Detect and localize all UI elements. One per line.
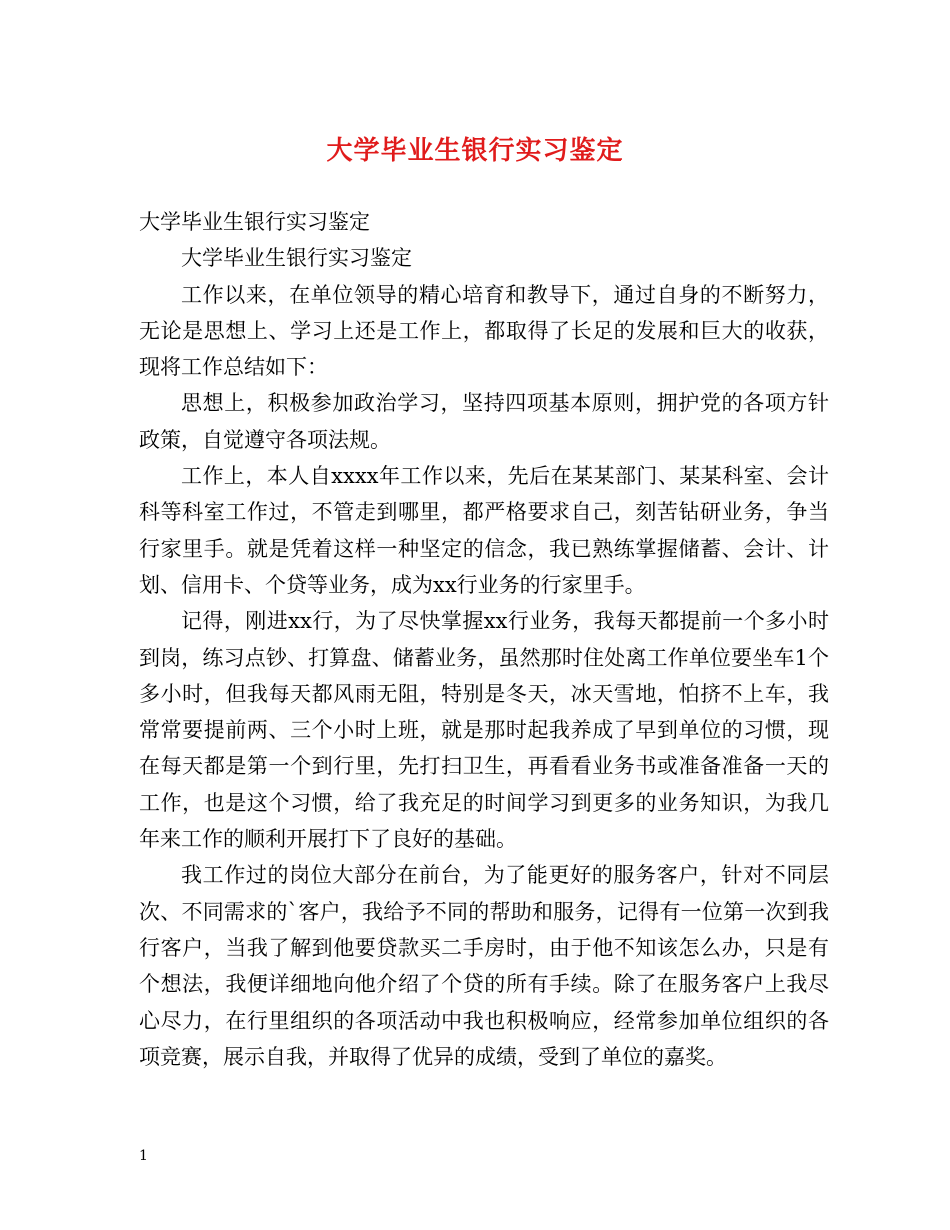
paragraph-memory: 记得，刚进xx行，为了尽快掌握xx行业务，我每天都提前一个多小时到岗，练习点钞、打算盘、储蓄业务，虽然那时住处离工作单位要坐车1个多小时，但我每天都风雨无阻，特别是冬天，冰天雪地，怕挤不上车，我常常要提前两、三个小时上班，就是那时起我养成了早到单位的习惯，现在每天都是第一个到行里，先打扫卫生，再看看业务书或准备准备一天的工作，也是这个习惯，给了我充足的时间学习到更多的业务知识，为我几年来工作的顺利开展打下了良好的基础。: [139, 609, 829, 852]
paragraph-intro: 工作以来，在单位领导的精心培育和教导下，通过自身的不断努力，无论是思想上、学习上还是工作上，都取得了长足的发展和巨大的收获，现将工作总结如下：: [139, 282, 829, 380]
document-title: 大学毕业生银行实习鉴定: [326, 136, 624, 166]
paragraph-heading: 大学毕业生银行实习鉴定: [139, 210, 370, 234]
page-number: 1: [139, 1148, 148, 1164]
paragraph-service: 我工作过的岗位大部分在前台，为了能更好的服务客户，针对不同层次、不同需求的`客户，我给予不同的帮助和服务，记得有一位第一次到我行客户，当我了解到他要贷款买二手房时，由于他不知该怎么办，只是有个想法，我便详细地向他介绍了个贷的所有手续。除了在服务客户上我尽心尽力，在行里组织的各项活动中我也积极响应，经常参加单位组织的各项竞赛，展示自我，并取得了优异的成绩，受到了单位的嘉奖。: [139, 863, 829, 1069]
paragraph-work: 工作上，本人自xxxx年工作以来，先后在某某部门、某某科室、会计科等科室工作过，不管走到哪里，都严格要求自己，刻苦钻研业务，争当行家里手。就是凭着这样一种坚定的信念，我已熟练掌握储蓄、会计、计划、信用卡、个贷等业务，成为xx行业务的行家里手。: [139, 464, 829, 597]
document-body: [139, 204, 829, 1075]
paragraph-subheading: 大学毕业生银行实习鉴定: [181, 246, 412, 271]
paragraph-thought: 思想上，积极参加政治学习，坚持四项基本原则，拥护党的各项方针政策，自觉遵守各项法规。: [139, 391, 829, 452]
